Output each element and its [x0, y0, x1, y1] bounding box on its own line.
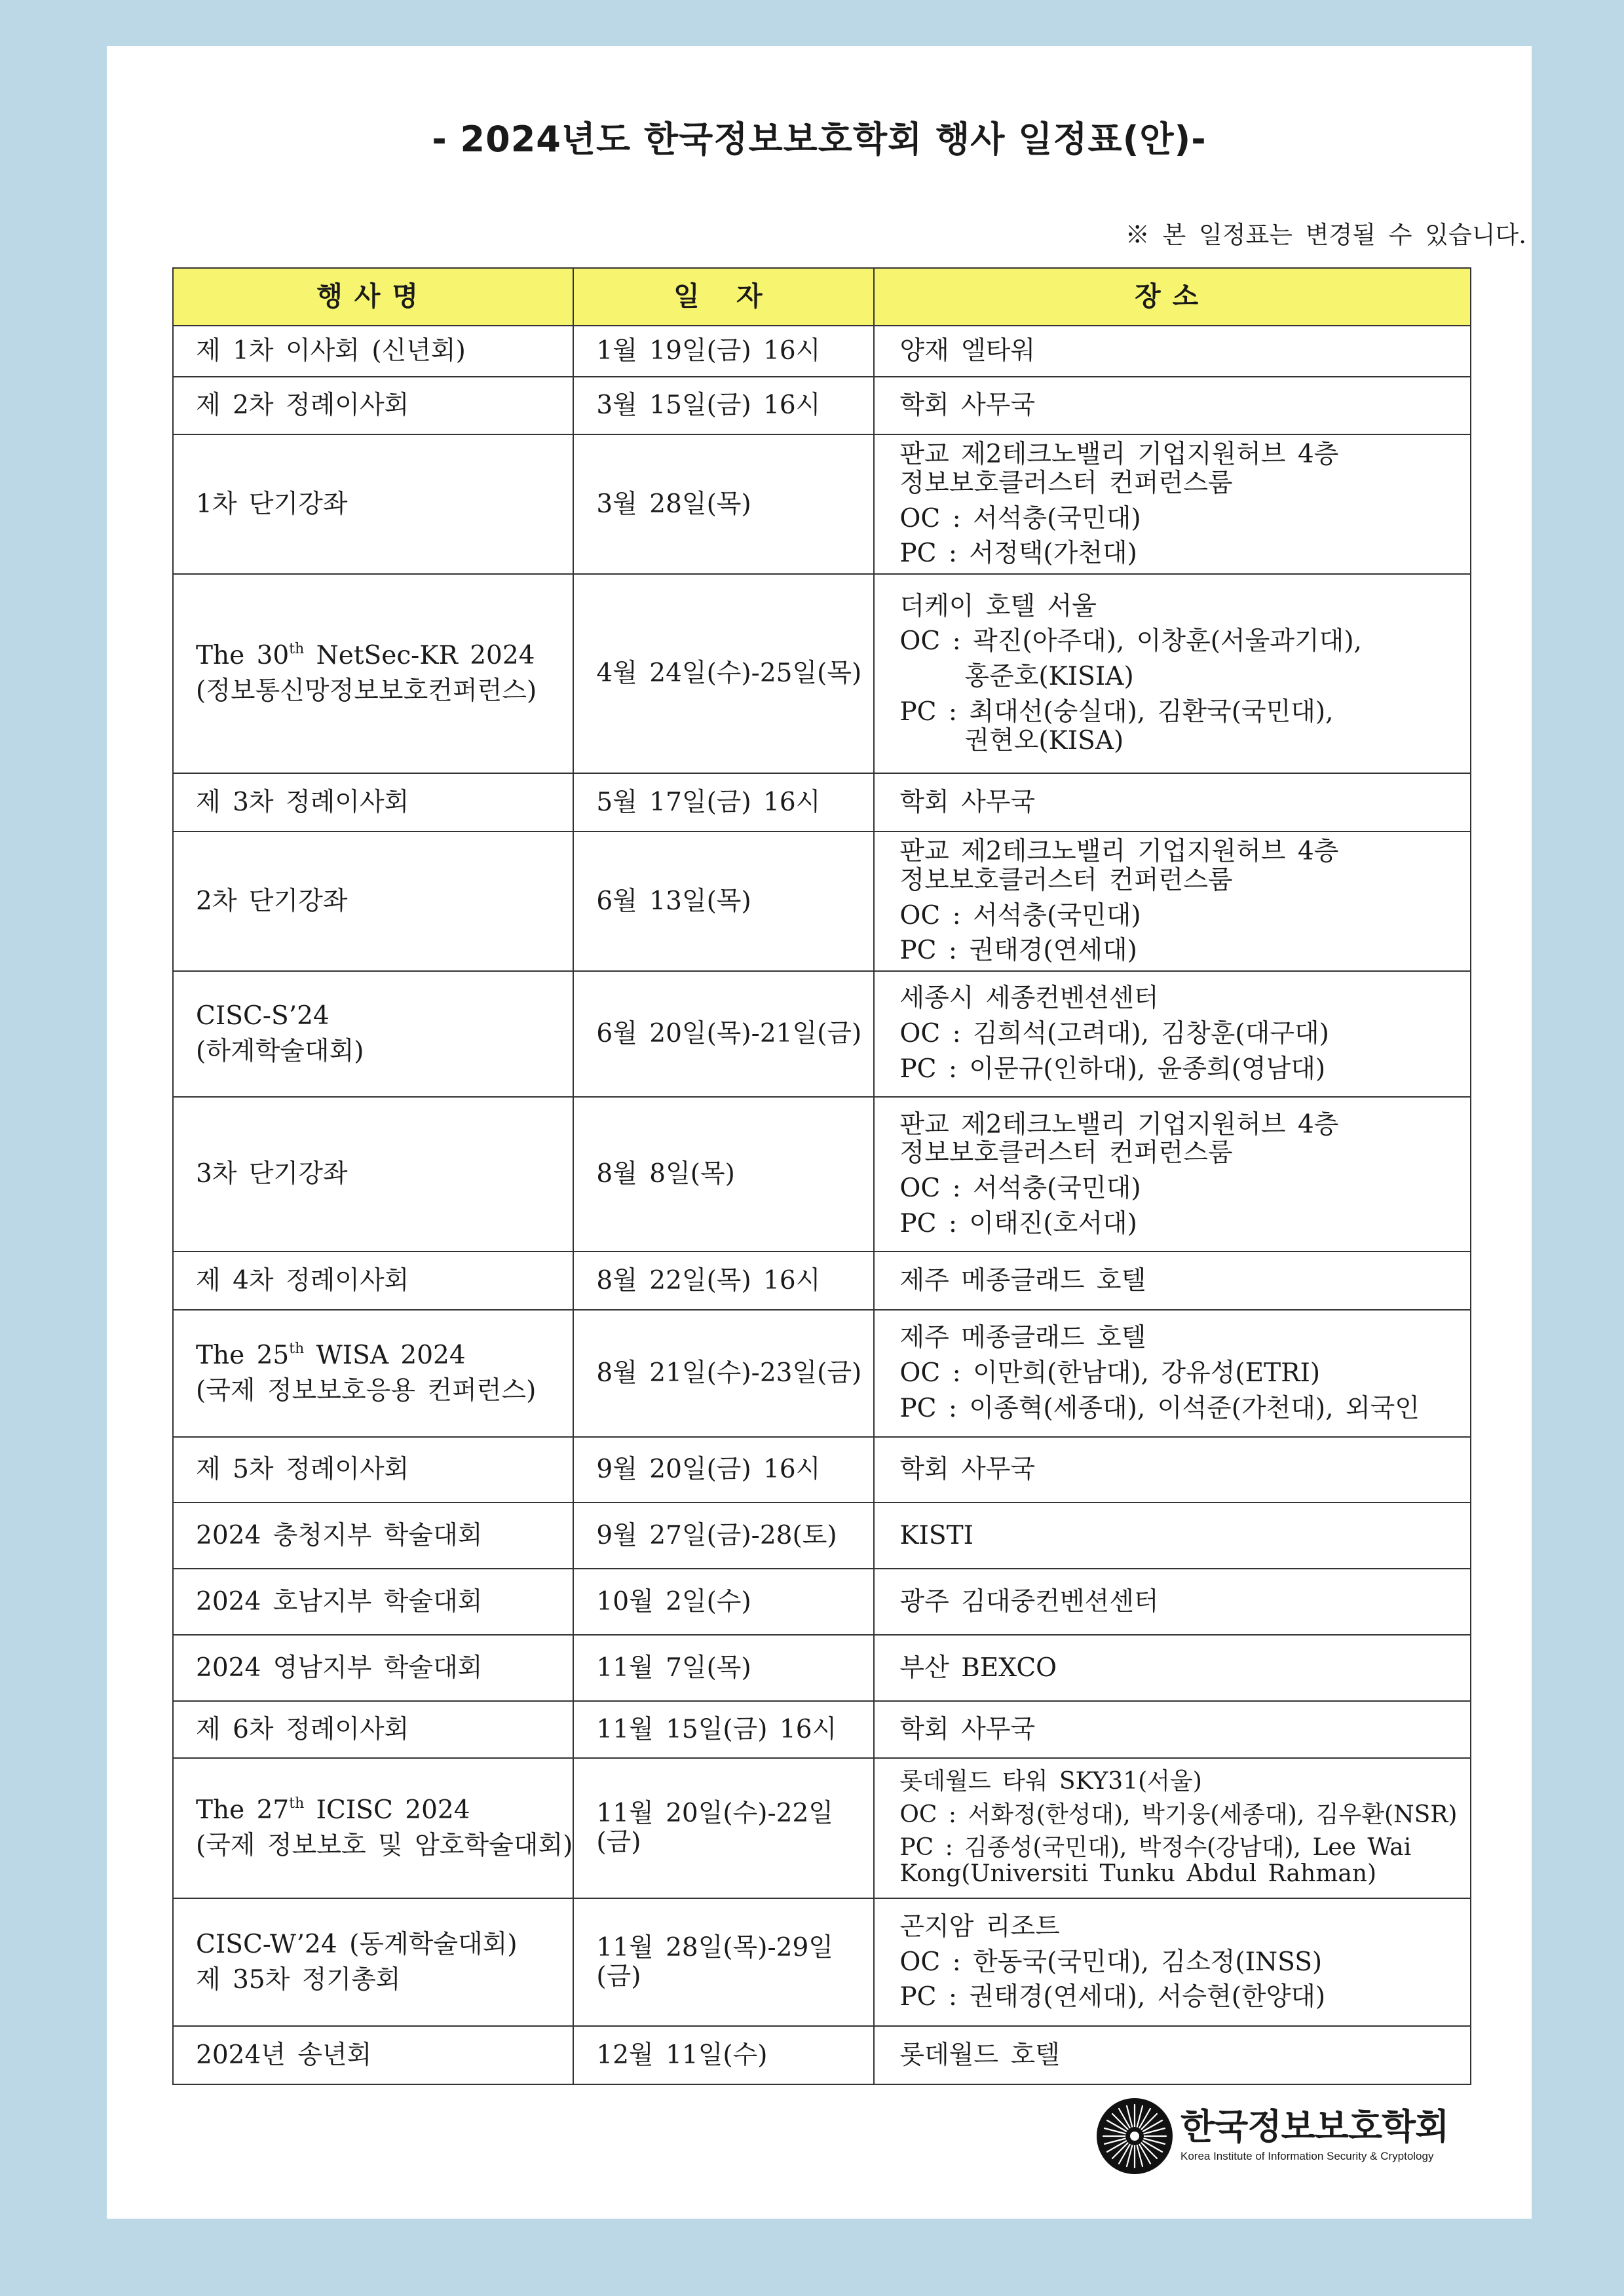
table-row: [173, 1252, 1471, 1310]
header-date: 일 자: [573, 268, 874, 326]
event-name-cell: 2024 충청지부 학술대회: [173, 1502, 573, 1569]
event-date-cell: 10월 2일(수): [573, 1569, 874, 1635]
event-place-cell: 롯데월드 타워 SKY31(서울) OC : 서화정(한성대), 박기웅(세종대), 김우환(NSR) PC : 김종성(국민대), 박정수(강남대), Lee Wai Kong(Universiti Tunku Abdul Rahman): [874, 1758, 1471, 1898]
event-place-cell: 판교 제2테크노밸리 기업지원허브 4층 정보보호클러스터 컨퍼런스룸 OC : 서석충(국민대) PC : 서정택(가천대): [874, 434, 1471, 574]
event-date-cell: 9월 27일(금)-28(토): [573, 1502, 874, 1569]
table-row: [173, 1701, 1471, 1758]
table-row: [173, 971, 1471, 1097]
kiisc-emblem-icon: [1095, 2097, 1174, 2175]
event-place-cell: 학회 사무국: [874, 773, 1471, 832]
event-place-cell: 양재 엘타워: [874, 326, 1471, 377]
event-place-cell: 학회 사무국: [874, 1701, 1471, 1758]
table-row: [173, 1502, 1471, 1569]
table-row: [173, 1758, 1471, 1898]
event-date-cell: 11월 7일(목): [573, 1635, 874, 1701]
event-name-cell: 제 6차 정례이사회: [173, 1701, 573, 1758]
table-row: [173, 1097, 1471, 1252]
table-row: [173, 1569, 1471, 1635]
event-place-cell: 제주 메종글래드 호텔: [874, 1252, 1471, 1310]
schedule-table: [172, 267, 1471, 2085]
kiisc-logo: [1095, 2097, 1448, 2175]
table-row: [173, 434, 1471, 574]
event-date-cell: 11월 20일(수)-22일(금): [573, 1758, 874, 1898]
event-place-cell: 롯데월드 호텔: [874, 2026, 1471, 2084]
table-row: [173, 832, 1471, 971]
event-date-cell: 1월 19일(금) 16시: [573, 326, 874, 377]
event-date-cell: 12월 11일(수): [573, 2026, 874, 2084]
logo-name-korean: 한국정보보호학회: [1180, 2106, 1449, 2147]
event-date-cell: 11월 15일(금) 16시: [573, 1701, 874, 1758]
table-row: [173, 377, 1471, 434]
event-place-cell: 곤지암 리조트 OC : 한동국(국민대), 김소정(INSS) PC : 권태경(연세대), 서승현(한양대): [874, 1898, 1471, 2026]
change-notice: ※ 본 일정표는 변경될 수 있습니다.: [1125, 221, 1526, 249]
event-date-cell: 8월 8일(목): [573, 1097, 874, 1252]
event-date-cell: 4월 24일(수)-25일(목): [573, 574, 874, 773]
page-title: - 2024년도 한국정보보호학회 행사 일정표(안)-: [432, 119, 1207, 160]
event-place-cell: KISTI: [874, 1502, 1471, 1569]
table-row: [173, 773, 1471, 832]
table-header-row: [173, 268, 1471, 326]
event-place-cell: 제주 메종글래드 호텔 OC : 이만희(한남대), 강유성(ETRI) PC : 이종혁(세종대), 이석준(가천대), 외국인: [874, 1310, 1471, 1437]
event-name-cell: The 27th ICISC 2024 (국제 정보보호 및 암호학술대회): [173, 1758, 573, 1898]
event-name-cell: 제 3차 정례이사회: [173, 773, 573, 832]
event-name-cell: 1차 단기강좌: [173, 434, 573, 574]
event-place-cell: 판교 제2테크노밸리 기업지원허브 4층 정보보호클러스터 컨퍼런스룸 OC : 서석충(국민대) PC : 이태진(호서대): [874, 1097, 1471, 1252]
table-row: [173, 1898, 1471, 2026]
event-name-cell: CISC-S’24 (하계학술대회): [173, 971, 573, 1097]
logo-name-english: Korea Institute of Information Security & Cryptology: [1180, 2150, 1434, 2162]
table-row: [173, 1437, 1471, 1502]
event-name-cell: CISC-W’24 (동계학술대회) 제 35차 정기총회: [173, 1898, 573, 2026]
event-date-cell: 5월 17일(금) 16시: [573, 773, 874, 832]
event-place-cell: 학회 사무국: [874, 1437, 1471, 1502]
event-place-cell: 학회 사무국: [874, 377, 1471, 434]
header-place: 장소: [874, 268, 1471, 326]
event-date-cell: 11월 28일(목)-29일(금): [573, 1898, 874, 2026]
event-date-cell: 8월 22일(목) 16시: [573, 1252, 874, 1310]
event-name-cell: 2024 영남지부 학술대회: [173, 1635, 573, 1701]
event-name-cell: 2024 호남지부 학술대회: [173, 1569, 573, 1635]
event-place-cell: 판교 제2테크노밸리 기업지원허브 4층 정보보호클러스터 컨퍼런스룸 OC : 서석충(국민대) PC : 권태경(연세대): [874, 832, 1471, 971]
event-date-cell: 9월 20일(금) 16시: [573, 1437, 874, 1502]
event-place-cell: 세종시 세종컨벤션센터 OC : 김희석(고려대), 김창훈(대구대) PC : 이문규(인하대), 윤종희(영남대): [874, 971, 1471, 1097]
event-name-cell: 제 4차 정례이사회: [173, 1252, 573, 1310]
event-name-cell: 제 1차 이사회 (신년회): [173, 326, 573, 377]
table-row: [173, 1310, 1471, 1437]
event-name-cell: 제 5차 정례이사회: [173, 1437, 573, 1502]
event-name-cell: 2차 단기강좌: [173, 832, 573, 971]
event-name-cell: The 30th NetSec-KR 2024 (정보통신망정보보호컨퍼런스): [173, 574, 573, 773]
table-row: [173, 2026, 1471, 2084]
event-name-cell: The 25th WISA 2024 (국제 정보보호응용 컨퍼런스): [173, 1310, 573, 1437]
event-name-cell: 2024년 송년회: [173, 2026, 573, 2084]
table-row: [173, 574, 1471, 773]
event-date-cell: 6월 13일(목): [573, 832, 874, 971]
event-date-cell: 3월 28일(목): [573, 434, 874, 574]
event-date-cell: 3월 15일(금) 16시: [573, 377, 874, 434]
table-row: [173, 326, 1471, 377]
event-date-cell: 8월 21일(수)-23일(금): [573, 1310, 874, 1437]
event-place-cell: 더케이 호텔 서울 OC : 곽진(아주대), 이창훈(서울과기대), 홍준호(KISIA) PC : 최대선(숭실대), 김환국(국민대), 권현오(KISA): [874, 574, 1471, 773]
event-place-cell: 광주 김대중컨벤션센터: [874, 1569, 1471, 1635]
table-row: [173, 1635, 1471, 1701]
document-page: [107, 46, 1532, 2219]
event-date-cell: 6월 20일(목)-21일(금): [573, 971, 874, 1097]
event-name-cell: 제 2차 정례이사회: [173, 377, 573, 434]
header-event-name: 행사명: [173, 268, 573, 326]
event-place-cell: 부산 BEXCO: [874, 1635, 1471, 1701]
event-name-cell: 3차 단기강좌: [173, 1097, 573, 1252]
